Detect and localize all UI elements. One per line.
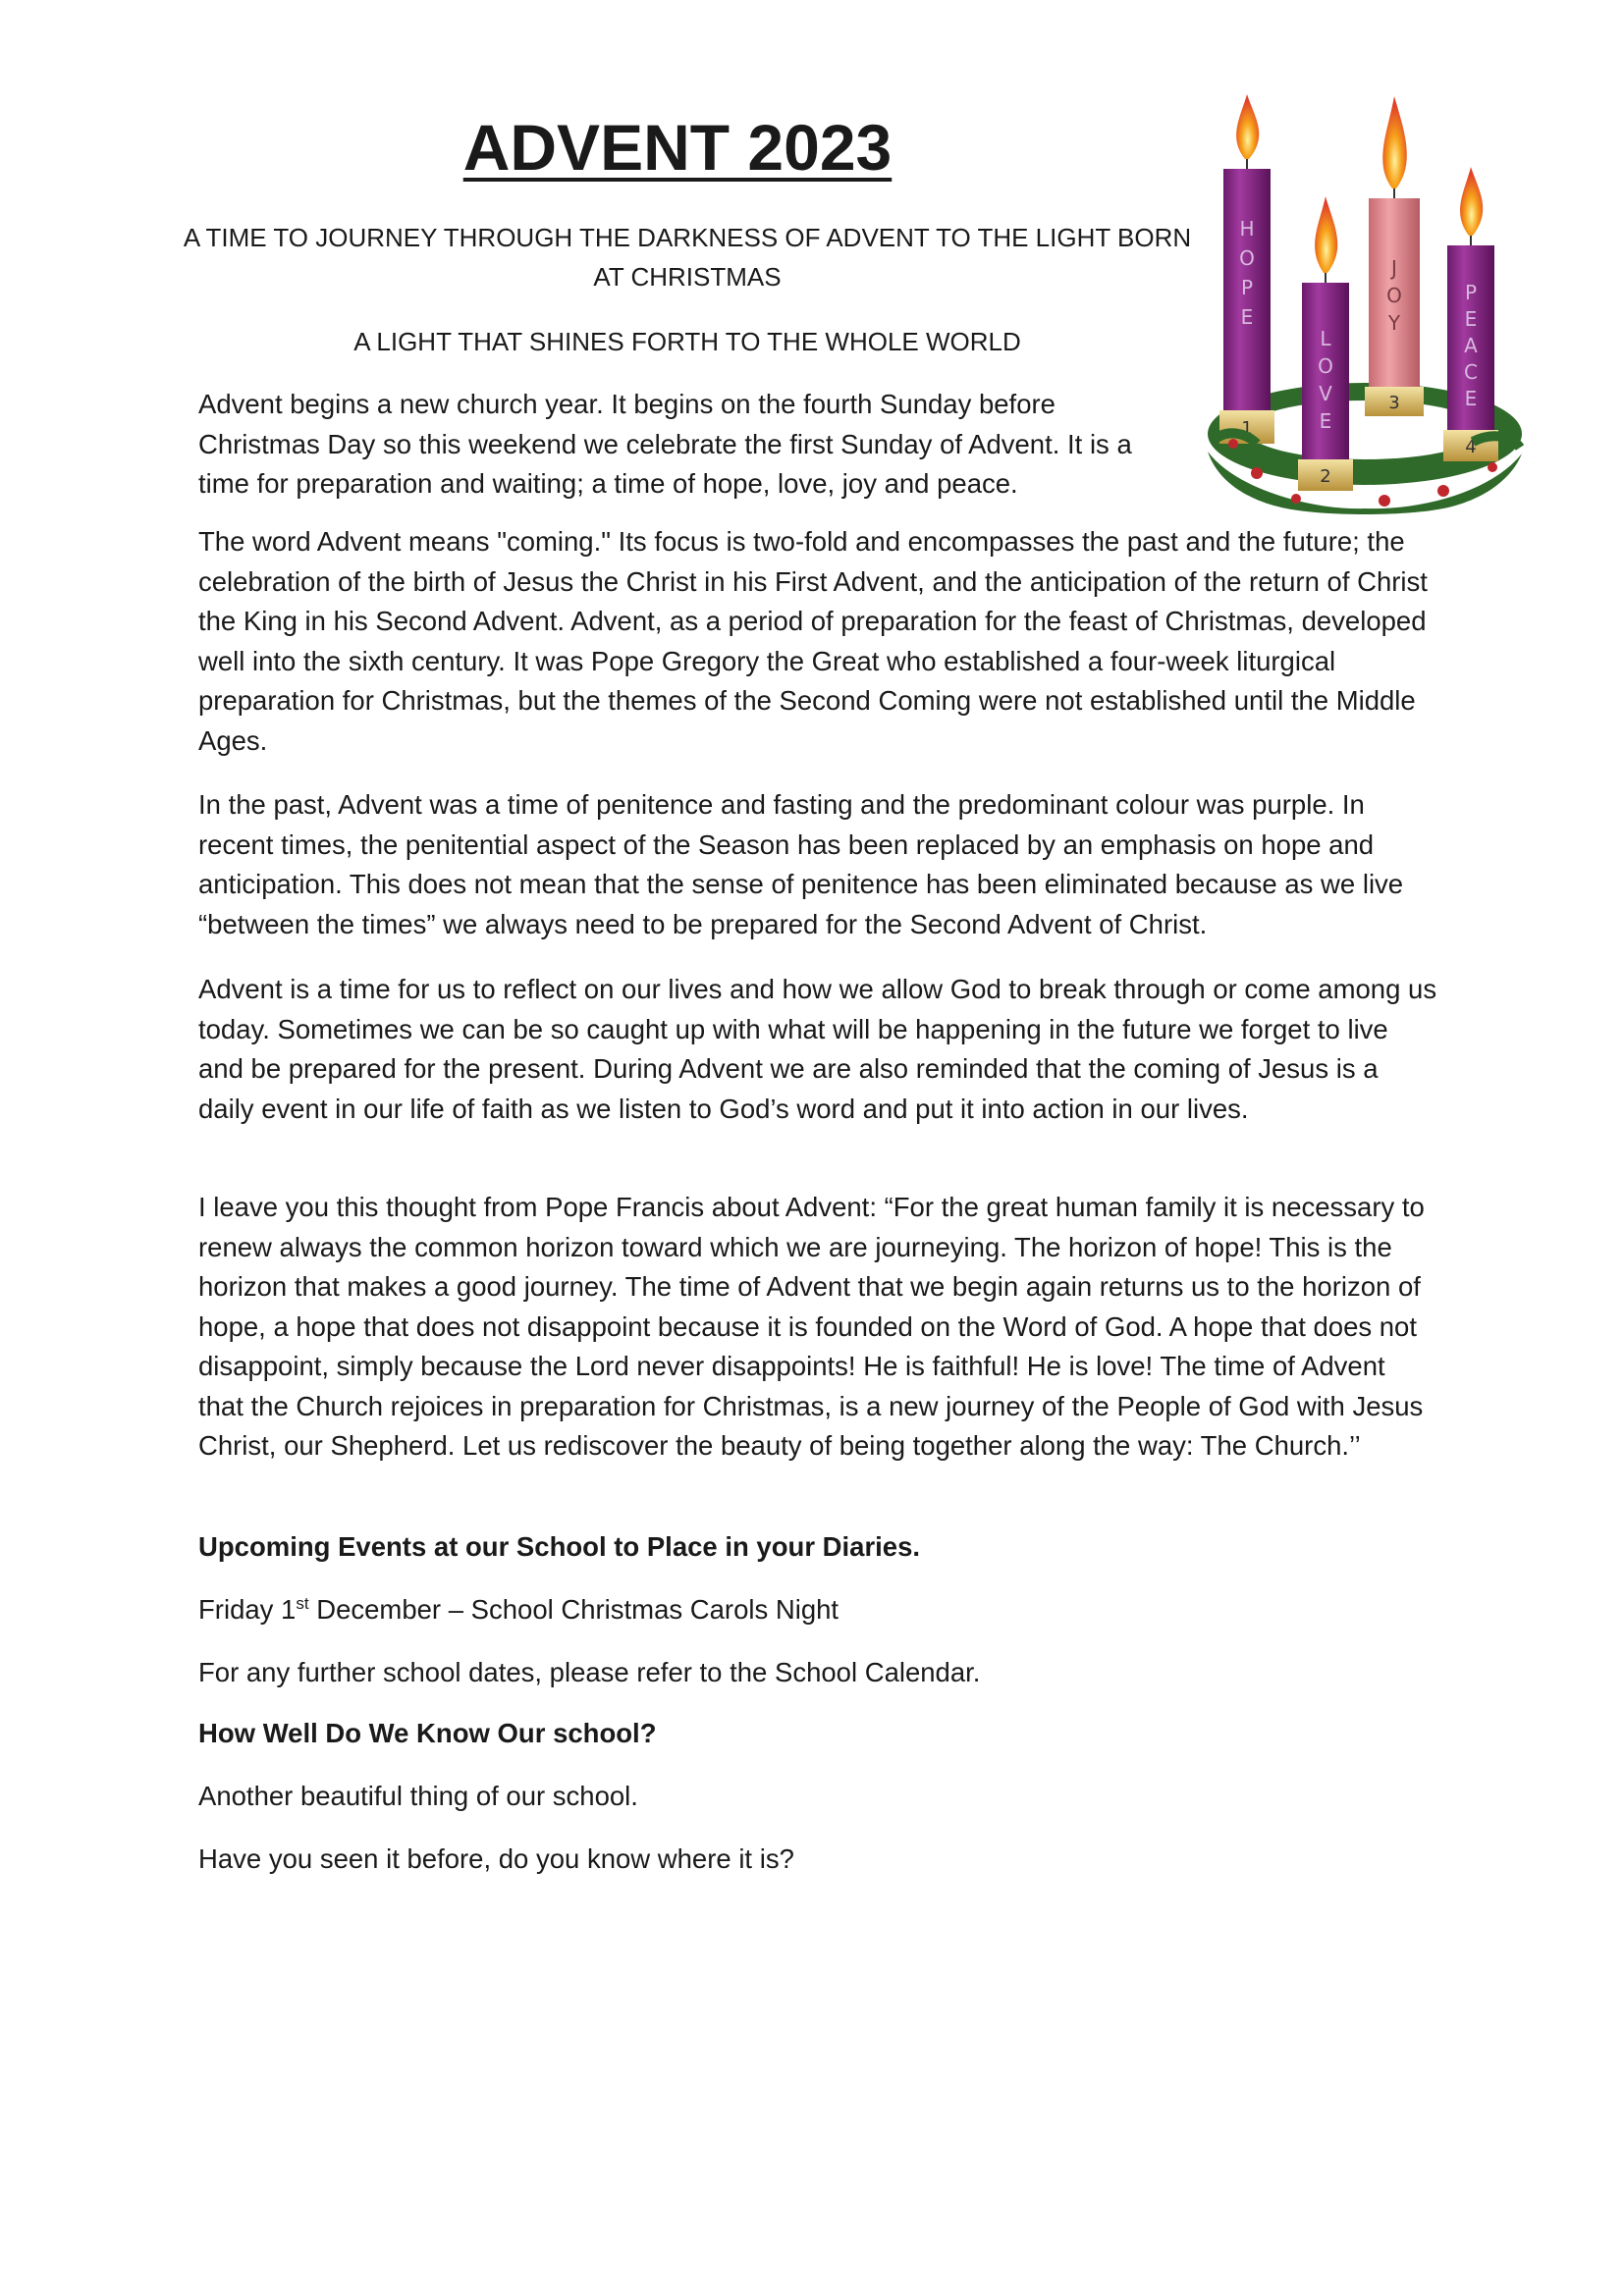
candle-letter: A	[1464, 334, 1478, 357]
paragraph-reflection: Advent is a time for us to reflect on our lives and how we allow God to break through or come among us today. Sometimes we can be so caught up with what will be happening in the future we forget to live and be prepared for the present. During Advent we are also reminded that the coming of Jesus is a daily event in our life of faith as we listen to God’s word and put it into action in our lives.	[198, 974, 1437, 1124]
paragraph-pope-francis-quote: I leave you this thought from Pope Francis about Advent: “For the great human family it is necessary to renew always the common horizon toward which we are journeying. The horizon of hope! This is the horizon that makes a good journey. The time of Advent that we begin again returns us to the horizon of hope, a hope that does not disappoint because it is founded on the Word of God. A hope that does not disappoint, simply because the Lord never disappoints! He is faithful! He is love! The time of Advent that the Church rejoices in preparation for Christmas, is a new journey of the People of God with Jesus Christ, our Shepherd. Let us rediscover the beauty of being together along the way: The Church.’’	[198, 1192, 1425, 1461]
events-heading: Upcoming Events at our School to Place in your Diaries.	[198, 1531, 921, 1562]
candle-letter: E	[1464, 307, 1478, 331]
subtitle-journey: A TIME TO JOURNEY THROUGH THE DARKNESS OF ADVENT TO THE LIGHT BORN AT CHRISTMAS	[183, 223, 1192, 292]
candle-letter: H	[1239, 217, 1255, 240]
school-heading: How Well Do We Know Our school?	[198, 1718, 657, 1748]
event-date-suffix: st	[296, 1594, 309, 1613]
page-title-text: ADVENT 2023	[462, 111, 893, 184]
candle-peace	[1443, 167, 1498, 461]
candle-love	[1298, 196, 1353, 491]
candle-letter: E	[1240, 305, 1254, 329]
candle-number-4: 4	[1465, 437, 1477, 457]
candle-letter: Y	[1387, 311, 1401, 335]
flame-icon	[1315, 196, 1337, 273]
candle-number-2: 2	[1320, 466, 1331, 487]
paragraph-penitence: In the past, Advent was a time of penitence and fasting and the predominant colour was purple. In recent times, the penitential aspect of the Season has been replaced by an emphasis on hope and anticipation. This does not mean that the sense of penitence has been eliminated because as we live “between the times” we always need to be prepared for the Second Advent of Christ.	[198, 789, 1404, 939]
subtitle-light: A LIGHT THAT SHINES FORTH TO THE WHOLE WORLD	[353, 327, 1021, 356]
flame-icon	[1460, 167, 1483, 236]
candle-letter: P	[1464, 281, 1478, 304]
candle-letter: V	[1319, 382, 1332, 405]
candle-joy	[1365, 96, 1424, 416]
flame-icon	[1236, 94, 1259, 159]
event-item	[198, 1590, 1437, 1630]
flame-icon	[1382, 96, 1407, 188]
candle-letter: O	[1318, 354, 1333, 378]
candle-hope	[1219, 94, 1274, 444]
candle-letter: P	[1240, 276, 1254, 299]
candle-number-1: 1	[1241, 418, 1253, 439]
candle-letter: O	[1239, 246, 1255, 270]
page-title	[295, 110, 1060, 185]
candle-letter: O	[1386, 284, 1402, 307]
paragraph-advent-begins: Advent begins a new church year. It begins on the fourth Sunday before Christmas Day so this weekend we celebrate the first Sunday of Advent. It is a time for preparation and waiting; a time of hope, love, joy and peace.	[198, 389, 1132, 499]
candle-letter: L	[1320, 327, 1331, 350]
candle-letter: E	[1464, 387, 1478, 410]
candle-letter: E	[1319, 409, 1332, 433]
event-date-prefix: Friday 1	[198, 1594, 297, 1625]
school-line-2: Have you seen it before, do you know where it is?	[198, 1843, 794, 1874]
candle-letter: J	[1391, 256, 1397, 280]
candle-number-3: 3	[1388, 393, 1400, 413]
school-line-1: Another beautiful thing of our school.	[198, 1781, 638, 1811]
advent-wreath-image	[1198, 88, 1532, 520]
events-calendar-note: For any further school dates, please refer to the School Calendar.	[198, 1657, 981, 1687]
event-description: December – School Christmas Carols Night	[308, 1594, 839, 1625]
paragraph-meaning: The word Advent means "coming." Its focus is two-fold and encompasses the past and the future; the celebration of the birth of Jesus the Christ in his First Advent, and the anticipation of the return of Christ the King in his Second Advent. Advent, as a period of preparation for the feast of Christmas, developed well into the sixth century. It was Pope Gregory the Great who established a four-week liturgical preparation for Christmas, but the themes of the Second Coming were not established until the Middle Ages.	[198, 526, 1428, 756]
candle-letter: C	[1464, 360, 1478, 384]
